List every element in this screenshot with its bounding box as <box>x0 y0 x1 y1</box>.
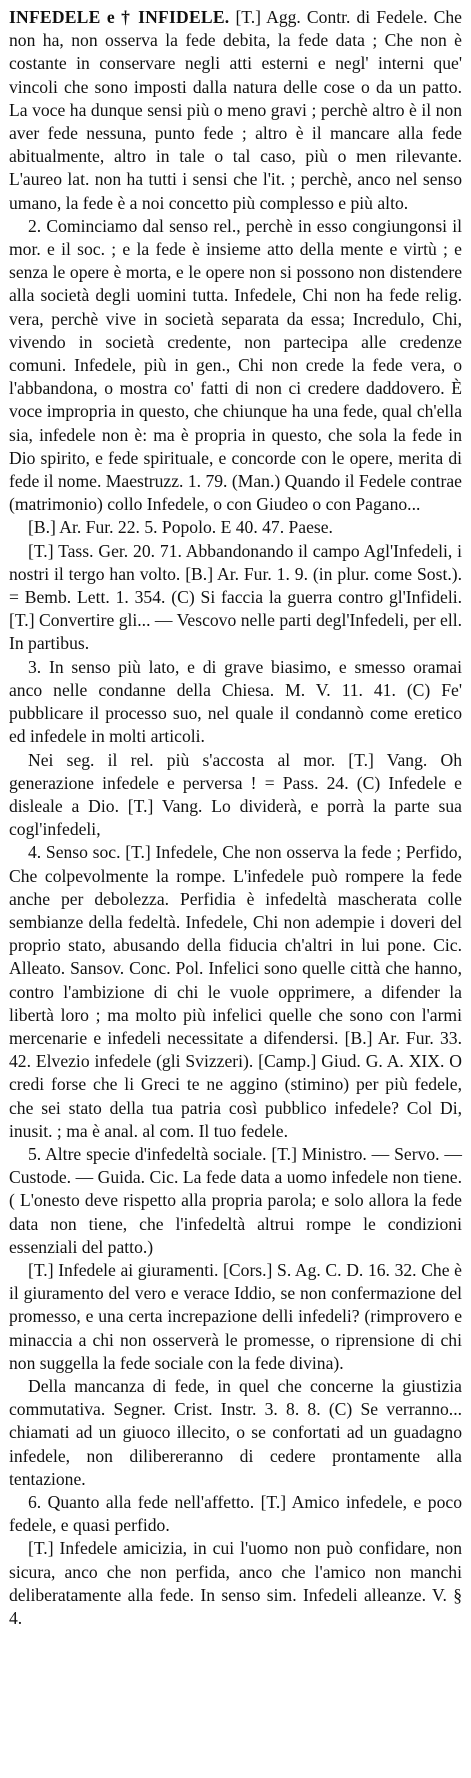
entry-paragraph-5: 3. In senso più lato, e di grave biasimo, e smesso oramai anco nelle condanne della Chiesa. M. V. 11. 41. (C) Fe' pubblicare il processo suo, nel quale il condannò come eretico ed infedele in molti articoli. <box>9 656 462 747</box>
entry-paragraph-3: [B.] Ar. Fur. 22. 5. Popolo. E 40. 47. Paese. <box>28 517 333 538</box>
headword: INFEDELE e † INFIDELE. <box>9 7 230 27</box>
paragraph-text: [T.] Agg. Contr. di Fedele. Che non ha, non osserva la fede debita, la fede data ; Che non è costante in conservare negli atti esterni e negl' interni que' vincoli che sono imposti dalla natura delle cose o da un patto. La voce ha dunque sensi più o meno gravi ; perchè altro è il non aver fede nessuna, punto fede ; altro è il mancare alla fede abitualmente, altro in tale o tal caso, più o men rilevante. L'aureo lat. non ha tutti i sensi che l'it. ; perchè, anco nel senso umano, la fede è a noi concetto più complesso e più alto. <box>9 7 462 213</box>
entry-paragraph-4: [T.] Tass. Ger. 20. 71. Abbandonando il campo Agl'Infedeli, i nostri il tergo han volto. [B.] Ar. Fur. 1. 9. (in plur. come Sost.). = Bemb. Lett. 1. 354. (C) Si faccia la guerra contro gl'Infideli. [T.] Convertire gli... — Vescovo nelle parti degl'Infedeli, per ell. In partibus. <box>9 540 462 654</box>
entry-paragraph-9: [T.] Infedele ai giuramenti. [Cors.] S. Ag. C. D. 16. 32. Che è il giuramento del vero e verace Iddio, se non confermazione del promesso, e una certa increpazione delli infedeli? (rimprovero e minaccia a chi non osserverà le promesse, o riprensione di chi non suggella la fede sociale con la fede divina). <box>9 1259 462 1373</box>
entry-paragraph-11: 6. Quanto alla fede nell'affetto. [T.] Amico infedele, e poco fedele, e quasi perfido. <box>9 1492 462 1536</box>
entry-paragraph-12: [T.] Infedele amicizia, in cui l'uomo non può confidare, non sicura, anco che non perfida, anco che l'amico non manchi deliberatamente alla fede. In senso sim. Infedeli alleanze. V. § 4. <box>9 1538 462 1629</box>
entry-paragraph-10: Della mancanza di fede, in quel che concerne la giustizia commutativa. Segner. Crist. Instr. 3. 8. 8. (C) Se verranno... chiamati ad un giuoco illecito, o se confortati ad un guadagno infedele, non dilibereranno di cedere prontamente alla tentazione. <box>9 1375 462 1489</box>
entry-paragraph-7: 4. Senso soc. [T.] Infedele, Che non osserva la fede ; Perfido, Che colpevolmente la rompe. L'infedele può rompere la fede anche per debolezza. Perfidia è infedeltà mascherata colle sembianze della fedeltà. Infedele, Chi non adempie i doveri del proprio stato, abusando della fiducia ch'altri in lui pone. Cic. Alleato. Sansov. Conc. Pol. Infelici sono quelle città che hanno, contro l'ambizione di chi le vuole opprimere, a difender la libertà loro ; ma molto più infelici quelle che sono con l'armi mercenarie e infedeli necessitate a difendersi. [B.] Ar. Fur. 33. 42. Elvezio infedele (gli Svizzeri). [Camp.] Giud. G. A. XIX. O credi forse che li Greci te ne aggino (stimino) per più fedele, che sei stato della tua patria così pubblico infedele? Col Di, inusit. ; ma è anal. al com. Il tuo fedele. <box>9 842 462 1141</box>
entry-paragraph-2: 2. Cominciamo dal senso rel., perchè in esso congiungonsi il mor. e il soc. ; e la fede è insieme atto della mente e virtù ; e senza le opere è morta, e le opere non si possono non distendere alla società degli uomini tutta. Infedele, Chi non ha fede relig. vera, perchè vive in società separata da essa; Incredulo, Chi, vivendo in società credente, non partecipa alle credenze comuni. Infedele, più in gen., Chi non crede la fede vera, o l'abbandona, o mostra co' fatti di non ci credere daddovero. È voce impropria in questo, che chiunque ha una fede, qual ch'ella sia, infedele non è: ma è propria in questo, che sola la fede in Dio spirito, e fede spirituale, e concorde con le opere, merita di fede il nome. Maestruzz. 1. 79. (Man.) Quando il Fedele contrae (matrimonio) collo Infedele, o con Giudeo o con Pagano... <box>9 215 462 515</box>
entry-paragraph-1 <box>9 6 462 215</box>
entry-paragraph-8: 5. Altre specie d'infedeltà sociale. [T.] Ministro. — Servo. — Custode. — Guida. Cic. La fede data a uomo infedele non tiene. ( L'onesto deve rispetto alla propria parola; e solo allora la fede data non tiene, che l'infedeltà altrui rompe le condizioni essenziali del patto.) <box>9 1143 462 1257</box>
entry-paragraph-6: Nei seg. il rel. più s'accosta al mor. [T.] Vang. Oh generazione infedele e perversa ! = Pass. 24. (C) Infedele e disleale a Dio. [T.] Vang. Lo dividerà, e porrà la parte sua cogl'infedeli, <box>9 749 462 840</box>
